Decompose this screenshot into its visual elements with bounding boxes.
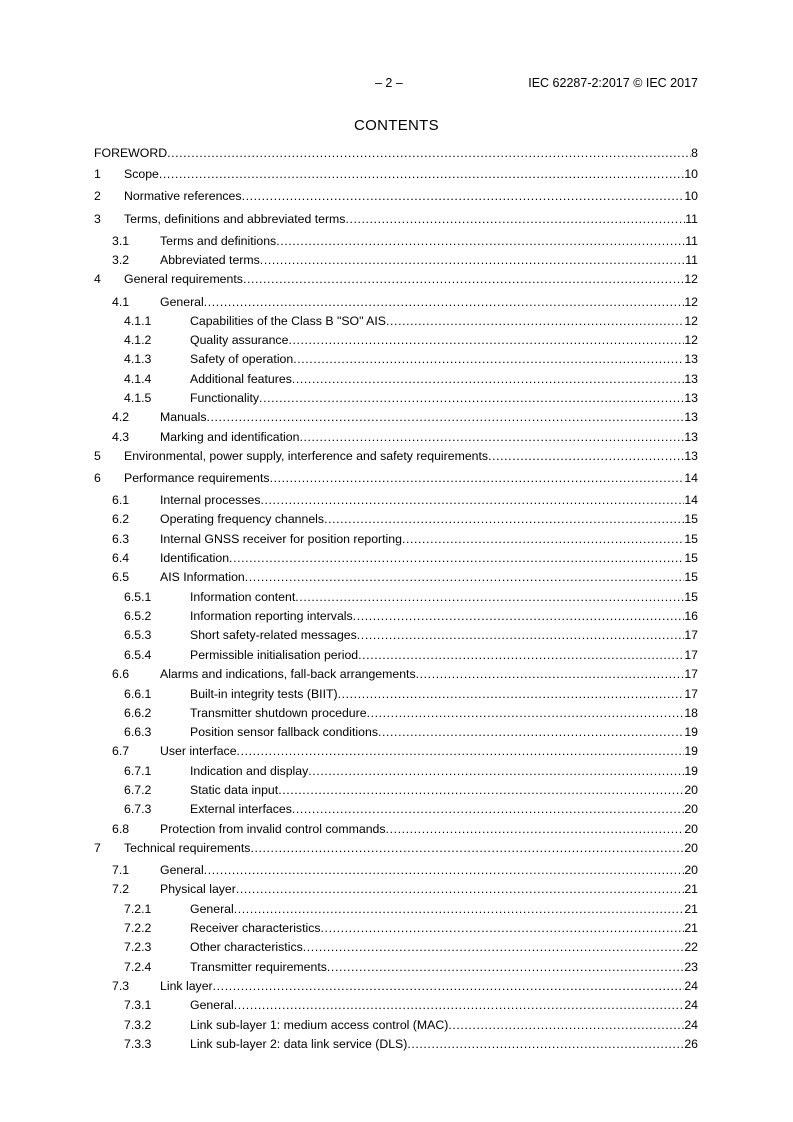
toc-entry-page: 21 <box>684 902 698 916</box>
toc-entry-number: 7.2 <box>112 882 130 896</box>
toc-entry[interactable] <box>94 551 698 566</box>
toc-entry-number: 6.5.2 <box>124 609 152 623</box>
toc-entry-page: 12 <box>684 272 698 286</box>
toc-entry-page: 18 <box>684 706 698 720</box>
dot-leader <box>407 1037 684 1052</box>
toc-entry-page: 24 <box>684 998 698 1012</box>
dot-leader <box>357 628 685 643</box>
dot-leader <box>237 744 685 759</box>
toc-entry-number: 4.1.5 <box>124 391 152 405</box>
toc-entry[interactable] <box>94 493 698 508</box>
toc-entry-number: 4.1.1 <box>124 314 152 328</box>
toc-entry-title: Transmitter shutdown procedure <box>190 706 367 720</box>
page-number: – 2 – <box>375 76 403 90</box>
dot-leader <box>299 430 684 445</box>
toc-entry-number: 4.1.2 <box>124 333 152 347</box>
toc-entry[interactable] <box>94 352 698 367</box>
toc-entry[interactable] <box>94 841 698 856</box>
contents-heading: CONTENTS <box>354 117 439 134</box>
toc-entry-title: Permissible initialisation period <box>190 648 359 662</box>
dot-leader <box>260 253 685 268</box>
toc-entry-number: 4.1.4 <box>124 372 152 386</box>
toc-entry-number: 3.2 <box>112 253 130 267</box>
toc-entry-title: Alarms and indications, fall-back arrangements <box>160 667 416 681</box>
toc-entry-number: 6.7.2 <box>124 783 152 797</box>
toc-entry-page: 26 <box>684 1037 698 1051</box>
toc-entry-page: 17 <box>684 628 698 642</box>
dot-leader <box>260 493 684 508</box>
toc-entry-number: 4.1.3 <box>124 352 152 366</box>
toc-entry[interactable] <box>94 960 698 975</box>
toc-entry-page: 11 <box>685 212 698 226</box>
dot-leader <box>288 333 684 348</box>
dot-leader <box>488 449 684 464</box>
dot-leader <box>338 687 685 702</box>
toc-entry-page: 17 <box>684 687 698 701</box>
dot-leader <box>358 648 684 663</box>
toc-entry[interactable] <box>94 979 698 994</box>
toc-entry-number: 7.2.3 <box>124 940 152 954</box>
toc-entry-title: Transmitter requirements <box>190 960 327 974</box>
toc-entry-title: Operating frequency channels <box>160 512 325 526</box>
toc-entry-page: 20 <box>684 783 698 797</box>
toc-entry-title: Indication and display <box>190 764 309 778</box>
toc-entry-title: Position sensor fallback conditions <box>190 725 378 739</box>
toc-entry-page: 23 <box>684 960 698 974</box>
dot-leader <box>204 295 685 310</box>
toc-entry[interactable] <box>94 609 698 624</box>
toc-entry-title: Technical requirements <box>124 841 251 855</box>
toc-entry-title: General requirements <box>124 272 243 286</box>
dot-leader <box>243 272 684 287</box>
dot-leader <box>345 212 685 227</box>
toc-entry[interactable] <box>94 1037 698 1052</box>
toc-entry-page: 20 <box>684 841 698 855</box>
toc-entry-number: 6.5.3 <box>124 628 152 642</box>
toc-entry[interactable] <box>94 512 698 527</box>
toc-entry-page: 16 <box>684 609 698 623</box>
toc-entry-page: 20 <box>684 863 698 877</box>
toc-entry-title: Marking and identification <box>160 430 300 444</box>
toc-entry-page: 15 <box>684 570 698 584</box>
toc-entry-title: Identification <box>160 551 230 565</box>
dot-leader <box>206 410 684 425</box>
toc-entry-title: FOREWORD <box>94 146 168 160</box>
toc-entry-title: Link sub-layer 1: medium access control (MAC) <box>190 1018 449 1032</box>
toc-entry-page: 13 <box>684 352 698 366</box>
toc-entry-page: 13 <box>684 391 698 405</box>
toc-entry-page: 19 <box>684 725 698 739</box>
toc-entry-number: 6.7 <box>112 744 130 758</box>
toc-entry-page: 10 <box>684 167 698 181</box>
toc-entry[interactable] <box>94 532 698 547</box>
toc-entry[interactable] <box>94 902 698 917</box>
toc-entry[interactable] <box>94 253 698 268</box>
dot-leader <box>276 234 685 249</box>
dot-leader <box>386 314 684 329</box>
page-header <box>94 76 698 92</box>
toc-entry-title: Manuals <box>160 410 207 424</box>
toc-entry-title: Safety of operation <box>190 352 294 366</box>
toc-entry-number: 7.2.2 <box>124 921 152 935</box>
toc-entry-number: 7.3.2 <box>124 1018 152 1032</box>
toc-entry-number: 6.6 <box>112 667 130 681</box>
toc-entry[interactable] <box>94 146 698 161</box>
toc-entry-number: 6.2 <box>112 512 130 526</box>
toc-entry-number: 6 <box>94 471 101 485</box>
toc-entry[interactable] <box>94 295 698 310</box>
toc-entry[interactable] <box>94 998 698 1013</box>
dot-leader <box>245 570 685 585</box>
dot-leader <box>367 706 685 721</box>
toc-entry[interactable] <box>94 570 698 585</box>
toc-entry[interactable] <box>94 783 698 798</box>
toc-entry[interactable] <box>94 410 698 425</box>
toc-entry-number: 6.8 <box>112 822 130 836</box>
toc-entry-number: 7.3.1 <box>124 998 152 1012</box>
toc-entry-page: 15 <box>684 512 698 526</box>
toc-entry-number: 6.6.1 <box>124 687 152 701</box>
toc-entry[interactable] <box>94 189 698 204</box>
toc-entry-number: 6.1 <box>112 493 130 507</box>
toc-entry-title: Normative references <box>124 189 242 203</box>
toc-entry-number: 6.6.2 <box>124 706 152 720</box>
toc-entry-title: External interfaces <box>190 802 292 816</box>
toc-entry-page: 12 <box>684 333 698 347</box>
toc-entry[interactable] <box>94 234 698 249</box>
toc-entry[interactable] <box>94 648 698 663</box>
toc-entry-number: 4.3 <box>112 430 130 444</box>
toc-entry-page: 12 <box>684 295 698 309</box>
toc-entry-number: 7.1 <box>112 863 130 877</box>
toc-entry-title: Abbreviated terms <box>160 253 260 267</box>
toc-entry-title: Performance requirements <box>124 471 270 485</box>
dot-leader <box>353 609 685 624</box>
toc-entry-title: Internal processes <box>160 493 261 507</box>
toc-entry[interactable] <box>94 1018 698 1033</box>
toc-entry-number: 6.4 <box>112 551 130 565</box>
toc-entry[interactable] <box>94 167 698 182</box>
toc-entry-title: Static data input <box>190 783 279 797</box>
toc-entry[interactable] <box>94 333 698 348</box>
toc-entry[interactable] <box>94 822 698 837</box>
dot-leader <box>159 167 684 182</box>
toc-entry[interactable] <box>94 590 698 605</box>
toc-entry-title: Capabilities of the Class B "SO" AIS <box>190 314 387 328</box>
toc-entry-page: 13 <box>684 372 698 386</box>
toc-entry[interactable] <box>94 628 698 643</box>
dot-leader <box>308 764 684 779</box>
toc-entry[interactable] <box>94 667 698 682</box>
toc-entry-number: 2 <box>94 189 101 203</box>
dot-leader <box>204 863 685 878</box>
toc-entry-page: 20 <box>684 802 698 816</box>
toc-entry[interactable] <box>94 706 698 721</box>
dot-leader <box>448 1018 684 1033</box>
toc-entry-page: 13 <box>684 430 698 444</box>
toc-entry-number: 6.6.3 <box>124 725 152 739</box>
toc-entry-number: 6.3 <box>112 532 130 546</box>
toc-entry[interactable] <box>94 940 698 955</box>
dot-leader <box>229 551 684 566</box>
toc-entry[interactable] <box>94 212 698 227</box>
toc-entry[interactable] <box>94 272 698 287</box>
dot-leader <box>324 512 684 527</box>
dot-leader <box>292 372 684 387</box>
toc-entry-title: Link sub-layer 2: data link service (DLS) <box>190 1037 408 1051</box>
toc-entry-number: 7 <box>94 841 101 855</box>
toc-entry[interactable] <box>94 725 698 740</box>
toc-entry-title: Information content <box>190 590 296 604</box>
dot-leader <box>242 189 685 204</box>
toc-entry-number: 6.5.1 <box>124 590 152 604</box>
dot-leader <box>270 471 685 486</box>
toc-entry[interactable] <box>94 744 698 759</box>
toc-entry-title: Physical layer <box>160 882 236 896</box>
toc-entry-number: 3.1 <box>112 234 130 248</box>
dot-leader <box>321 921 685 936</box>
toc-entry[interactable] <box>94 863 698 878</box>
toc-entry-page: 11 <box>685 253 698 267</box>
toc-entry-page: 13 <box>684 410 698 424</box>
toc-entry-title: Protection from invalid control commands <box>160 822 386 836</box>
toc-entry[interactable] <box>94 764 698 779</box>
toc-entry-page: 8 <box>691 146 698 160</box>
toc-entry-title: Scope <box>124 167 159 181</box>
dot-leader <box>234 998 685 1013</box>
dot-leader <box>327 960 684 975</box>
toc-entry[interactable] <box>94 449 698 464</box>
toc-entry-number: 6.5 <box>112 570 130 584</box>
toc-entry-page: 20 <box>684 822 698 836</box>
dot-leader <box>303 940 685 955</box>
toc-entry[interactable] <box>94 882 698 897</box>
toc-entry-number: 1 <box>94 167 101 181</box>
toc-entry[interactable] <box>94 391 698 406</box>
toc-entry-title: General <box>160 295 204 309</box>
toc-entry-title: General <box>160 863 204 877</box>
toc-entry-title: Terms and definitions <box>160 234 277 248</box>
toc-entry-number: 7.2.4 <box>124 960 152 974</box>
toc-entry-title: Functionality <box>190 391 260 405</box>
toc-entry-number: 4 <box>94 272 101 286</box>
toc-entry-page: 22 <box>684 940 698 954</box>
dot-leader <box>378 725 684 740</box>
toc-entry-title: User interface <box>160 744 237 758</box>
toc-entry-page: 14 <box>684 471 698 485</box>
toc-entry-title: Receiver characteristics <box>190 921 321 935</box>
toc-entry-number: 7.3.3 <box>124 1037 152 1051</box>
toc-entry-page: 15 <box>684 590 698 604</box>
dot-leader <box>292 802 684 817</box>
toc-entry-title: Terms, definitions and abbreviated terms <box>124 212 346 226</box>
dot-leader <box>213 979 685 994</box>
toc-entry[interactable] <box>94 430 698 445</box>
toc-entry-number: 6.7.1 <box>124 764 152 778</box>
toc-entry-title: Quality assurance <box>190 333 289 347</box>
toc-entry-page: 24 <box>684 979 698 993</box>
toc-entry-title: Internal GNSS receiver for position reporting <box>160 532 402 546</box>
toc-entry-page: 19 <box>684 764 698 778</box>
toc-entry-number: 5 <box>94 449 101 463</box>
toc-entry[interactable] <box>94 802 698 817</box>
toc-entry-title: Built-in integrity tests (BIIT) <box>190 687 338 701</box>
dot-leader <box>386 822 685 837</box>
toc-entry-page: 10 <box>684 189 698 203</box>
toc-entry-number: 7.2.1 <box>124 902 152 916</box>
toc-entry-title: General <box>190 902 234 916</box>
document-identifier: IEC 62287-2:2017 © IEC 2017 <box>528 76 698 90</box>
dot-leader <box>234 902 685 917</box>
dot-leader <box>416 667 685 682</box>
toc-entry-title: AIS Information <box>160 570 245 584</box>
toc-entry-page: 12 <box>684 314 698 328</box>
toc-entry-page: 21 <box>684 921 698 935</box>
toc-entry-title: Other characteristics <box>190 940 303 954</box>
toc-entry-page: 19 <box>684 744 698 758</box>
toc-entry-page: 17 <box>684 648 698 662</box>
toc-entry[interactable] <box>94 471 698 486</box>
dot-leader <box>250 841 684 856</box>
toc-entry-title: General <box>190 998 234 1012</box>
toc-entry-number: 3 <box>94 212 101 226</box>
dot-leader <box>293 352 684 367</box>
dot-leader <box>402 532 684 547</box>
toc-entry-page: 17 <box>684 667 698 681</box>
toc-entry-title: Link layer <box>160 979 213 993</box>
toc-entry-page: 24 <box>684 1018 698 1032</box>
dot-leader <box>236 882 684 897</box>
toc-entry[interactable] <box>94 314 698 329</box>
toc-entry[interactable] <box>94 687 698 702</box>
dot-leader <box>259 391 684 406</box>
toc-entry-number: 6.5.4 <box>124 648 152 662</box>
toc-entry-title: Information reporting intervals <box>190 609 353 623</box>
toc-entry-title: Short safety-related messages <box>190 628 357 642</box>
toc-entry[interactable] <box>94 372 698 387</box>
toc-entry-number: 4.2 <box>112 410 130 424</box>
toc-entry-page: 13 <box>684 449 698 463</box>
toc-entry-number: 7.3 <box>112 979 130 993</box>
dot-leader <box>167 146 691 161</box>
toc-entry-page: 11 <box>685 234 698 248</box>
toc-entry[interactable] <box>94 921 698 936</box>
dot-leader <box>295 590 684 605</box>
toc-entry-page: 14 <box>684 493 698 507</box>
toc-entry-page: 15 <box>684 532 698 546</box>
dot-leader <box>278 783 684 798</box>
toc-entry-page: 15 <box>684 551 698 565</box>
toc-entry-title: Environmental, power supply, interference and safety requirements <box>124 449 489 463</box>
toc-entry-number: 4.1 <box>112 295 130 309</box>
toc-entry-title: Additional features <box>190 372 292 386</box>
toc-entry-number: 6.7.3 <box>124 802 152 816</box>
toc-entry-page: 21 <box>684 882 698 896</box>
